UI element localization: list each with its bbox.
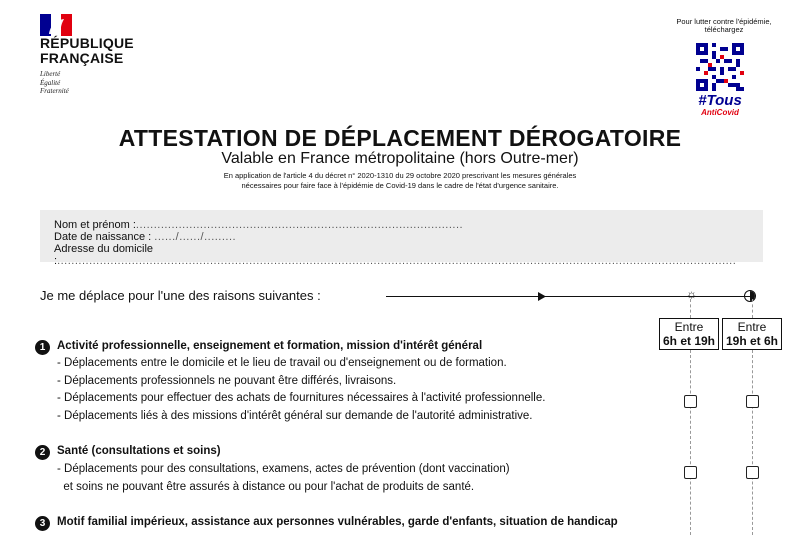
name-row[interactable] [54,219,463,231]
column-day [659,318,719,350]
night-guide-top [752,299,753,318]
night-column-guide [752,350,753,535]
tous-label: #Tous [698,92,742,109]
republic-name [40,36,134,66]
sun-icon: ☼ [686,287,697,301]
address-field[interactable]: ............................................................................................................................................................................................... [57,255,737,267]
birth-label: Date de naissance : [54,231,152,243]
timeline-line [386,296,754,297]
section-1-item-3: - Déplacements pour effectuer des achats de fournitures nécessaires à l'activité professionnelle. [57,392,546,404]
section-1-day-checkbox[interactable] [684,395,697,408]
qr-caption [650,18,798,34]
republic-line-1: RÉPUBLIQUE [40,35,134,51]
qr-caption-line-1: Pour lutter contre l'épidémie, [676,17,772,26]
day-guide-top [690,299,691,318]
decree-text [190,171,610,191]
section-3-title: Motif familial impérieux, assistance aux personnes vulnérables, garde d'enfants, situation de handicap [57,516,618,528]
address-label: Adresse du domicile : [54,243,154,267]
marianne-logo [40,14,72,36]
birth-field[interactable]: ....../....../......... [154,231,237,243]
birth-row[interactable] [54,231,236,243]
column-day-line-2: 6h et 19h [662,334,716,348]
day-column-guide [690,350,691,535]
name-field[interactable]: ............................................................................................ [135,219,464,231]
timeline-arrow-icon [538,292,546,301]
name-label: Nom et prénom : [54,219,136,231]
section-2-item-1: - Déplacements pour des consultations, examens, actes de prévention (dont vaccination) [57,463,510,475]
moon-icon [744,290,756,302]
section-1-item-2: - Déplacements professionnels ne pouvant être différés, livraisons. [57,375,397,387]
section-3-number: 3 [35,516,50,531]
republic-line-2: FRANÇAISE [40,50,124,66]
column-night [722,318,782,350]
section-1-title: Activité professionnelle, enseignement et formation, mission d'intérêt général [57,340,483,352]
motto-liberte: Liberté [40,70,61,78]
column-night-line-1: Entre [737,320,767,334]
column-day-line-1: Entre [674,320,704,334]
motto-fraternite: Fraternité [40,87,69,95]
page-title: ATTESTATION DE DÉPLACEMENT DÉROGATOIRE [118,125,682,151]
reasons-intro: Je me déplace pour l'une des raisons suivantes : [40,288,321,303]
decree-line-1: En application de l'article 4 du décret n° 2020-1310 du 29 octobre 2020 prescrivant les mesures générales [223,171,577,180]
section-1-item-4: - Déplacements liés à des missions d'intérêt général sur demande de l'autorité administrative. [57,410,533,422]
decree-line-2: nécessaires pour faire face à l'épidémie de Covid-19 dans le cadre de l'état d'urgence sanitaire. [241,181,559,190]
qr-caption-line-2: téléchargez [704,25,744,34]
section-1-number: 1 [35,340,50,355]
section-1-item-1: - Déplacements entre le domicile et le lieu de travail ou d'enseignement ou de formation. [57,357,507,369]
page-subtitle: Valable en France métropolitaine (hors Outre-mer) [221,150,579,167]
column-night-line-2: 19h et 6h [725,334,779,348]
address-row[interactable] [54,243,800,267]
section-2-title: Santé (consultations et soins) [57,445,221,457]
qr-code[interactable] [696,43,744,91]
section-1-night-checkbox[interactable] [746,395,759,408]
motto [40,70,69,96]
anticovid-label: AntiCovid [701,108,739,117]
motto-egalite: Égalité [40,78,61,87]
section-2-item-2: et soins ne pouvant être assurés à distance ou pour l'achat de produits de santé. [57,481,475,493]
section-2-day-checkbox[interactable] [684,466,697,479]
section-2-number: 2 [35,445,50,460]
section-2-night-checkbox[interactable] [746,466,759,479]
